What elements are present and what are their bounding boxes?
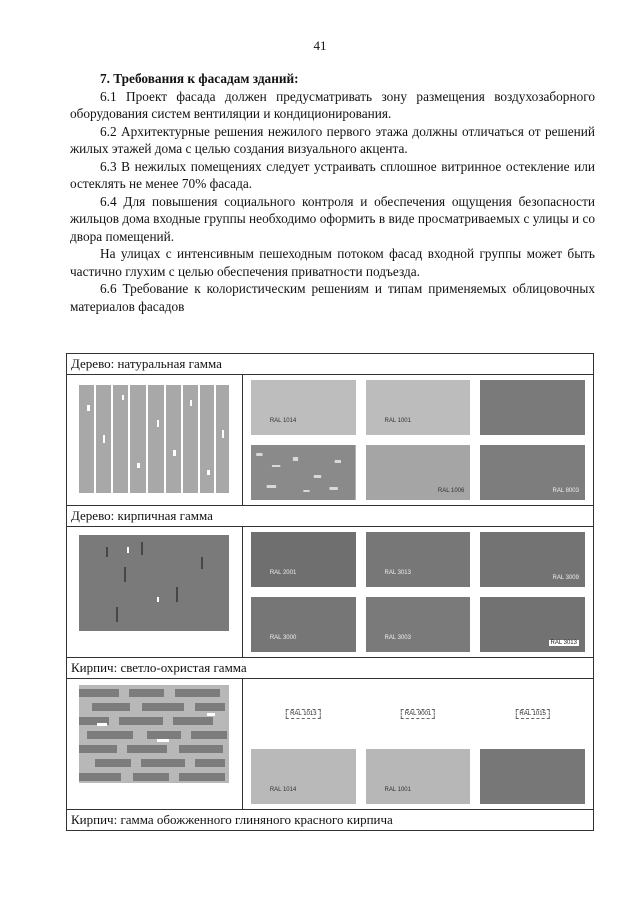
color-swatch xyxy=(366,445,471,500)
color-swatch xyxy=(366,380,471,435)
paragraph-6-1: 6.1 Проект фасада должен предусматривать зону размещения воздухозаборного xyxy=(100,88,595,104)
wood-texture-image xyxy=(67,375,243,506)
ral-code: RAL 3013 xyxy=(550,640,577,646)
color-swatch xyxy=(251,749,356,804)
brick-texture-image xyxy=(67,679,243,810)
ral-code: RAL 3000 xyxy=(269,635,297,641)
category-title: Дерево: кирпичная гамма xyxy=(67,506,594,527)
swatch-panel xyxy=(243,679,594,810)
ral-code: RAL 3003 xyxy=(384,635,411,641)
ral-code: RAL 1014 xyxy=(269,418,297,424)
swatch-panel xyxy=(243,375,594,506)
color-swatch xyxy=(251,532,356,587)
color-swatch xyxy=(480,684,585,739)
paragraph-6-6: 6.6 Требование к колористическим решениям и типам применяемых облицовочных материалов фасадов xyxy=(70,281,595,314)
color-swatch xyxy=(366,684,471,739)
color-swatch xyxy=(480,749,585,804)
color-swatch xyxy=(480,445,585,500)
category-title: Дерево: натуральная гамма xyxy=(67,354,594,375)
color-swatch xyxy=(366,597,471,652)
color-swatch xyxy=(366,532,471,587)
paragraph-6-3: 6.3 В нежилых помещениях следует устраивать сплошное витринное остекление или остеклять не менее 70% фасада. xyxy=(70,158,595,191)
color-swatch xyxy=(251,684,356,739)
ral-code: RAL 1015 xyxy=(515,709,549,719)
color-swatch xyxy=(480,597,585,652)
paragraph-entrance: На улицах с интенсивным пешеходным потоком фасад входной группы может быть частично глухим с целью обеспечения приватности подъезда. xyxy=(70,246,595,279)
section-heading: 7. Требования к фасадам зданий: xyxy=(100,71,299,86)
category-title: Кирпич: светло-охристая гамма xyxy=(67,658,594,679)
page-number: 41 xyxy=(313,38,327,53)
ral-code: RAL 3009 xyxy=(552,575,579,581)
ral-code: RAL 1001 xyxy=(384,787,411,793)
color-swatch xyxy=(251,380,356,435)
paragraph-6-4: 6.4 Для повышения социального контроля и обеспечения ощущения безопасности жильцов дома входные группы необходимо оформить в виде просматриваемых с улицы и со двора помещений. xyxy=(70,193,595,244)
swatch-panel xyxy=(243,527,594,658)
requirements-text xyxy=(70,70,595,315)
ral-code: RAL 2001 xyxy=(269,570,297,576)
ral-code: RAL 8003 xyxy=(552,488,579,494)
ral-code: RAL 3013 xyxy=(384,570,411,576)
color-swatch xyxy=(366,749,471,804)
ral-code: RAL 1014 xyxy=(269,787,297,793)
color-swatch xyxy=(251,445,356,500)
wood-texture-image xyxy=(67,527,243,658)
category-title: Кирпич: гамма обожженного глиняного красного кирпича xyxy=(67,810,594,831)
ral-code: RAL 1006 xyxy=(437,488,465,494)
color-swatch xyxy=(480,380,585,435)
color-swatch xyxy=(480,532,585,587)
color-swatch xyxy=(251,597,356,652)
ral-code: RAL 1013 xyxy=(286,709,320,719)
ral-code: RAL 1001 xyxy=(384,418,411,424)
paragraph-6-1-cont: оборудования систем вентиляции и кондиционирования. xyxy=(70,106,392,121)
paragraph-6-2: 6.2 Архитектурные решения нежилого первого этажа должны отличаться от решений жилых этажей дома с целью создания визуального акцента. xyxy=(70,123,595,156)
ral-code: RAL 9001 xyxy=(401,709,435,719)
facade-color-table xyxy=(66,353,594,831)
